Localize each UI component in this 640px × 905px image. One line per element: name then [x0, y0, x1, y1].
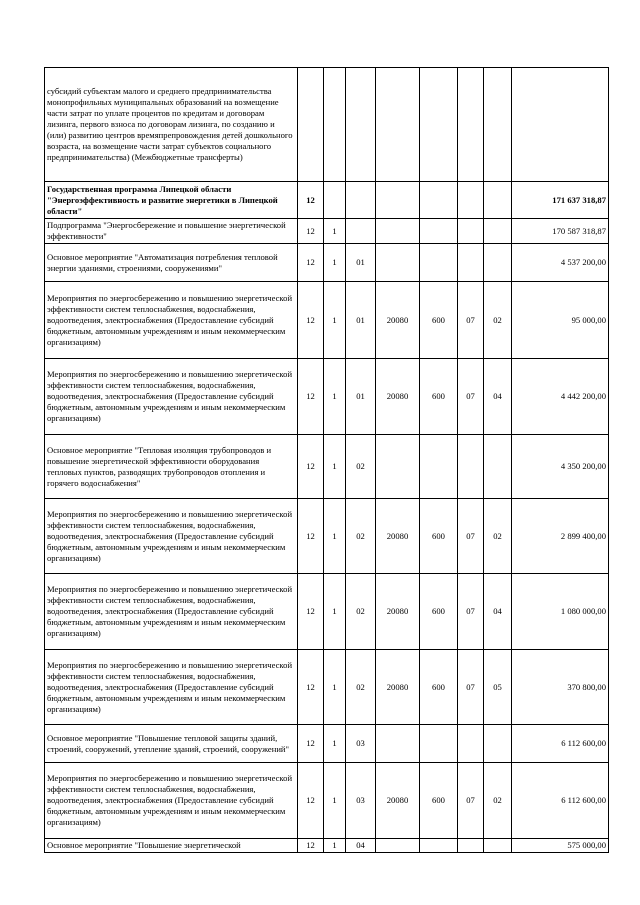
- cell-dir: [376, 182, 420, 219]
- cell-pp: 1: [324, 359, 346, 435]
- cell-pp: 1: [324, 435, 346, 499]
- cell-name: Подпрограмма "Энергосбережение и повышение энергетической эффективности": [45, 219, 298, 244]
- cell-dir: 20080: [376, 763, 420, 839]
- cell-dir: 20080: [376, 282, 420, 359]
- cell-pr: 02: [484, 763, 512, 839]
- cell-vr: [420, 435, 458, 499]
- cell-vr: 600: [420, 499, 458, 574]
- cell-vr: [420, 68, 458, 182]
- cell-vr: 600: [420, 282, 458, 359]
- cell-om: 01: [346, 282, 376, 359]
- cell-dir: 20080: [376, 499, 420, 574]
- cell-rz: [458, 68, 484, 182]
- cell-dir: [376, 68, 420, 182]
- cell-vr: [420, 839, 458, 853]
- cell-name: Государственная программа Липецкой области "Энергоэффективность и развитие энергетики в Липецкой области": [45, 182, 298, 219]
- cell-name: Мероприятия по энергосбережению и повышению энергетической эффективности систем теплоснабжения, водоснабжения, водоотведения, электроснабжения (Предоставление субсидий бюджетным, автономным учреждениям и иным некоммерческим организациям): [45, 650, 298, 725]
- table-row: [45, 282, 609, 359]
- cell-dir: 20080: [376, 650, 420, 725]
- cell-name: Основное мероприятие "Автоматизация потребления тепловой энергии зданиями, строениями, сооружениями": [45, 244, 298, 282]
- cell-vr: [420, 182, 458, 219]
- cell-name: Основное мероприятие "Повышение энергетической: [45, 839, 298, 853]
- cell-name: Основное мероприятие "Тепловая изоляция трубопроводов и повышение энергетической эффективности оборудования тепловых пунктов, разводящих трубопроводов отопления и горячего водоснабжения": [45, 435, 298, 499]
- cell-om: 03: [346, 725, 376, 763]
- cell-name: Мероприятия по энергосбережению и повышению энергетической эффективности систем теплоснабжения, водоснабжения, водоотведения, электроснабжения (Предоставление субсидий бюджетным, автономным учреждениям и иным некоммерческим организациям): [45, 574, 298, 650]
- cell-om: [346, 182, 376, 219]
- cell-om: 02: [346, 574, 376, 650]
- table-row: [45, 359, 609, 435]
- cell-name: Мероприятия по энергосбережению и повышению энергетической эффективности систем теплоснабжения, водоснабжения, водоотведения, электроснабжения (Предоставление субсидий бюджетным, автономным учреждениям и иным некоммерческим организациям): [45, 359, 298, 435]
- cell-vr: 600: [420, 763, 458, 839]
- cell-gp: 12: [298, 359, 324, 435]
- cell-dir: [376, 435, 420, 499]
- table-row: [45, 68, 609, 182]
- cell-amount: 575 000,00: [512, 839, 609, 853]
- cell-pr: 04: [484, 359, 512, 435]
- cell-pp: 1: [324, 725, 346, 763]
- cell-pp: 1: [324, 574, 346, 650]
- cell-amount: 171 637 318,87: [512, 182, 609, 219]
- cell-pr: [484, 435, 512, 499]
- cell-rz: [458, 182, 484, 219]
- cell-vr: 600: [420, 574, 458, 650]
- cell-pp: [324, 182, 346, 219]
- cell-gp: 12: [298, 499, 324, 574]
- cell-pp: 1: [324, 219, 346, 244]
- cell-rz: 07: [458, 499, 484, 574]
- cell-vr: 600: [420, 650, 458, 725]
- cell-pr: [484, 244, 512, 282]
- cell-pr: 04: [484, 574, 512, 650]
- cell-gp: 12: [298, 839, 324, 853]
- cell-pr: 05: [484, 650, 512, 725]
- cell-pr: [484, 725, 512, 763]
- cell-pp: 1: [324, 650, 346, 725]
- cell-gp: 12: [298, 650, 324, 725]
- cell-om: 01: [346, 244, 376, 282]
- cell-gp: 12: [298, 435, 324, 499]
- cell-pp: 1: [324, 499, 346, 574]
- table-row: [45, 725, 609, 763]
- cell-name: субсидий субъектам малого и среднего предпринимательства монопрофильных муниципальных образований на возмещение части затрат по уплате процентов по кредитам и договорам лизинга, первого взноса по договорам лизинга, по созданию и (или) развитию центров времяпрепровождения детей дошкольного возраста, на возмещение части затрат субъектов социального предпринимательства) (Межбюджетные трансферты): [45, 68, 298, 182]
- table-row: [45, 244, 609, 282]
- cell-pr: [484, 219, 512, 244]
- cell-amount: 6 112 600,00: [512, 763, 609, 839]
- table-row: [45, 219, 609, 244]
- cell-pp: [324, 68, 346, 182]
- cell-pr: 02: [484, 499, 512, 574]
- cell-amount: 95 000,00: [512, 282, 609, 359]
- cell-gp: 12: [298, 244, 324, 282]
- cell-vr: [420, 725, 458, 763]
- table-row: [45, 763, 609, 839]
- cell-dir: [376, 244, 420, 282]
- cell-pr: [484, 182, 512, 219]
- cell-rz: [458, 839, 484, 853]
- cell-om: 04: [346, 839, 376, 853]
- cell-rz: 07: [458, 359, 484, 435]
- table-row: [45, 435, 609, 499]
- table-row: [45, 182, 609, 219]
- cell-amount: 4 350 200,00: [512, 435, 609, 499]
- cell-pr: [484, 68, 512, 182]
- cell-pp: 1: [324, 282, 346, 359]
- cell-dir: 20080: [376, 574, 420, 650]
- budget-table: [44, 67, 609, 853]
- cell-gp: 12: [298, 763, 324, 839]
- cell-dir: 20080: [376, 359, 420, 435]
- cell-amount: 1 080 000,00: [512, 574, 609, 650]
- table-row: [45, 499, 609, 574]
- cell-pp: 1: [324, 839, 346, 853]
- cell-rz: [458, 244, 484, 282]
- cell-gp: 12: [298, 219, 324, 244]
- cell-om: 02: [346, 435, 376, 499]
- cell-dir: [376, 219, 420, 244]
- cell-amount: 4 537 200,00: [512, 244, 609, 282]
- cell-rz: [458, 725, 484, 763]
- cell-om: [346, 219, 376, 244]
- cell-pr: 02: [484, 282, 512, 359]
- cell-amount: 170 587 318,87: [512, 219, 609, 244]
- cell-vr: [420, 244, 458, 282]
- cell-amount: [512, 68, 609, 182]
- cell-gp: 12: [298, 725, 324, 763]
- cell-om: 02: [346, 650, 376, 725]
- cell-rz: [458, 435, 484, 499]
- cell-rz: 07: [458, 282, 484, 359]
- cell-gp: [298, 68, 324, 182]
- cell-dir: [376, 725, 420, 763]
- cell-amount: 2 899 400,00: [512, 499, 609, 574]
- cell-om: 01: [346, 359, 376, 435]
- cell-om: 02: [346, 499, 376, 574]
- cell-dir: [376, 839, 420, 853]
- cell-amount: 6 112 600,00: [512, 725, 609, 763]
- cell-name: Мероприятия по энергосбережению и повышению энергетической эффективности систем теплоснабжения, водоснабжения, водоотведения, электроснабжения (Предоставление субсидий бюджетным, автономным учреждениям и иным некоммерческим организациям): [45, 499, 298, 574]
- cell-pr: [484, 839, 512, 853]
- cell-vr: [420, 219, 458, 244]
- cell-om: [346, 68, 376, 182]
- cell-name: Мероприятия по энергосбережению и повышению энергетической эффективности систем теплоснабжения, водоснабжения, водоотведения, электроснабжения (Предоставление субсидий бюджетным, автономным учреждениям и иным некоммерческим организациям): [45, 763, 298, 839]
- cell-rz: 07: [458, 763, 484, 839]
- cell-gp: 12: [298, 574, 324, 650]
- cell-pp: 1: [324, 244, 346, 282]
- cell-gp: 12: [298, 282, 324, 359]
- cell-rz: [458, 219, 484, 244]
- table-row: [45, 574, 609, 650]
- cell-amount: 4 442 200,00: [512, 359, 609, 435]
- cell-name: Мероприятия по энергосбережению и повышению энергетической эффективности систем теплоснабжения, водоснабжения, водоотведения, электроснабжения (Предоставление субсидий бюджетным, автономным учреждениям и иным некоммерческим организациям): [45, 282, 298, 359]
- cell-rz: 07: [458, 574, 484, 650]
- table-row: [45, 650, 609, 725]
- cell-amount: 370 800,00: [512, 650, 609, 725]
- cell-name: Основное мероприятие "Повышение тепловой защиты зданий, строений, сооружений, утепление зданий, строений, сооружений": [45, 725, 298, 763]
- table-row: [45, 839, 609, 853]
- cell-om: 03: [346, 763, 376, 839]
- cell-pp: 1: [324, 763, 346, 839]
- cell-vr: 600: [420, 359, 458, 435]
- cell-gp: 12: [298, 182, 324, 219]
- cell-rz: 07: [458, 650, 484, 725]
